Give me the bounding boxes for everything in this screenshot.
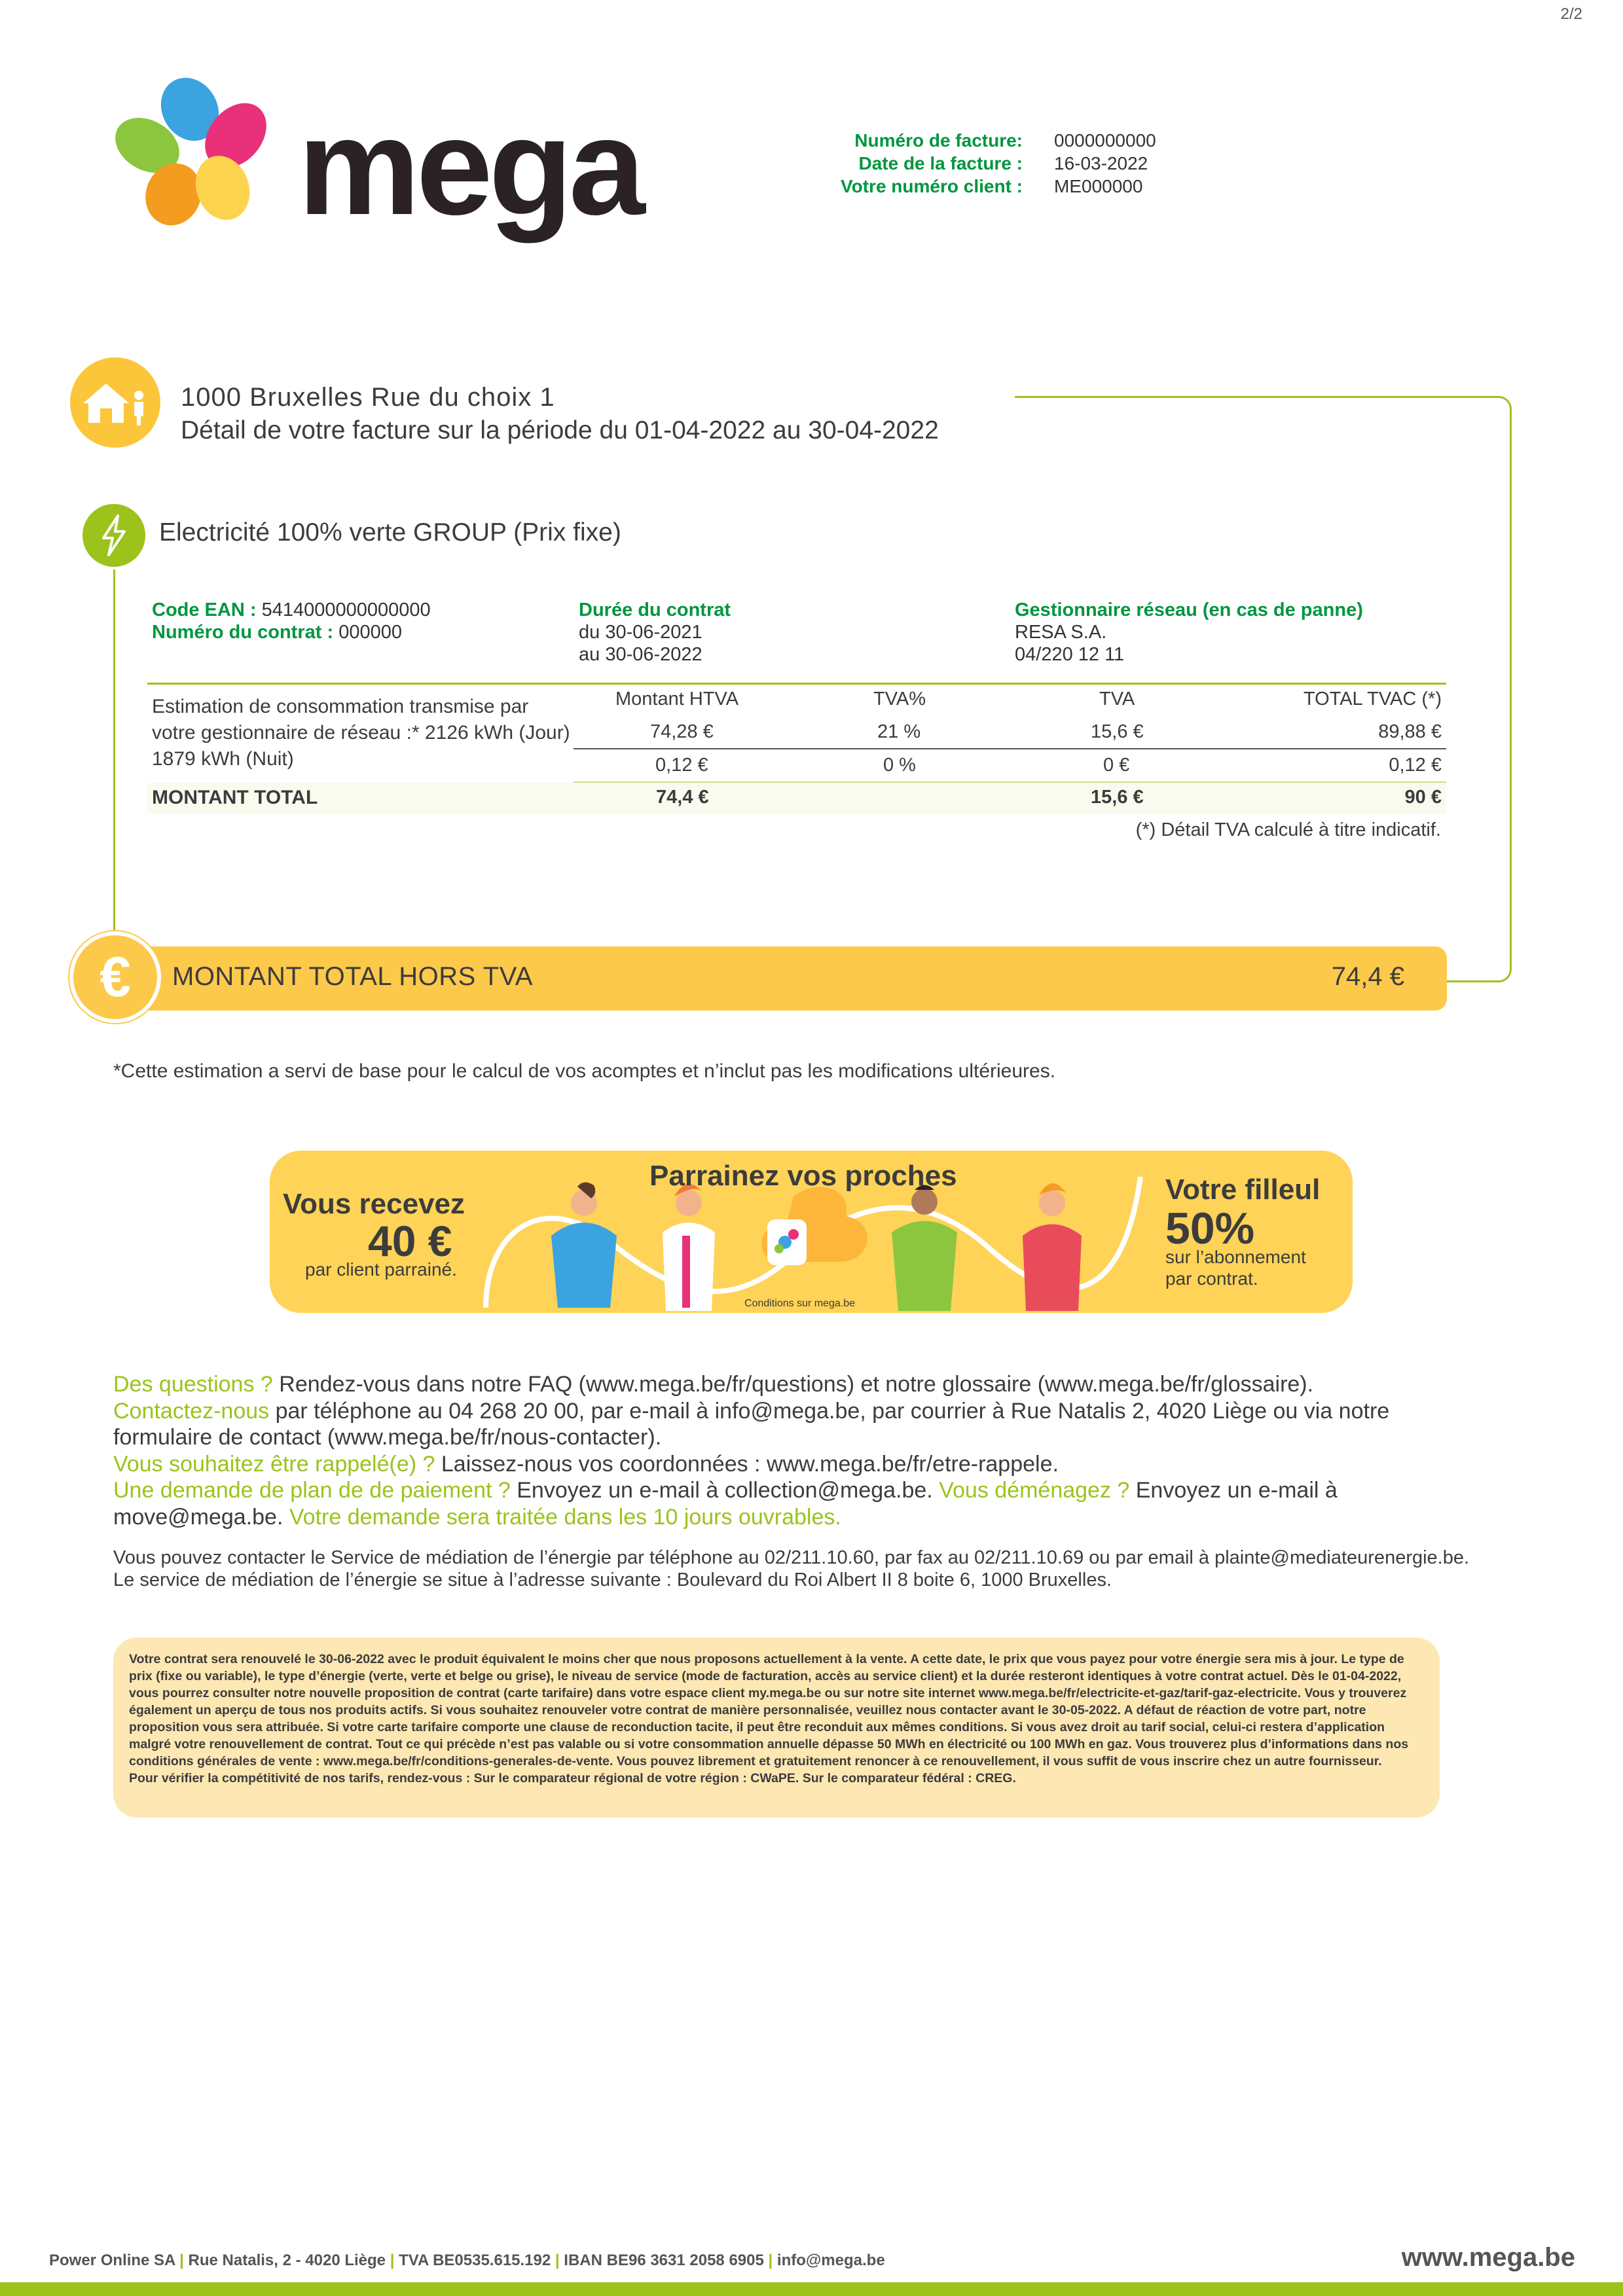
- banner-sub1: sur l’abonnement: [1165, 1247, 1306, 1267]
- invoice-number: 0000000000: [1054, 130, 1156, 151]
- row-separator: [574, 781, 1446, 783]
- grid-operator: [1015, 599, 1363, 666]
- banner-title: Parrainez vos proches: [649, 1160, 957, 1192]
- contact-section: [113, 1371, 1475, 1530]
- vat-note: (*) Détail TVA calculé à titre indicatif.: [1135, 819, 1441, 840]
- banner-per-client: par client parrainé.: [305, 1259, 457, 1280]
- client-number-label: Votre numéro client :: [841, 176, 1023, 196]
- invoice-number-label: Numéro de facture:: [854, 130, 1023, 151]
- table-cell: 89,88 €: [1378, 721, 1442, 742]
- page-number: 2/2: [1560, 5, 1582, 23]
- table-cell: 0 €: [1103, 755, 1130, 776]
- invoice-date-label: Date de la facture :: [858, 153, 1023, 173]
- grid-phone: 04/220 12 11: [1015, 644, 1125, 665]
- banner-filleul: Votre filleul: [1165, 1174, 1321, 1206]
- contact-highlight: Contactez-nous: [113, 1398, 270, 1424]
- house-person-icon: [70, 357, 160, 448]
- total-htva: 74,4 €: [656, 787, 709, 808]
- total-tvac: 90 €: [1404, 787, 1442, 808]
- footer-company: Power Online SA: [49, 2251, 175, 2269]
- table-cell: 0,12 €: [1389, 755, 1442, 776]
- lightning-bolt-icon: [82, 504, 145, 567]
- footer-company-info: Power Online SA | Rue Natalis, 2 - 4020 Liège | TVA BE0535.615.192 | IBAN BE96 3631 2058 6905 | info@mega.be: [49, 2251, 885, 2269]
- table-cell: 0 %: [883, 755, 916, 776]
- callback-text[interactable]: Laissez-nous vos coordonnées : www.mega.be/fr/etre-rappele.: [435, 1451, 1059, 1477]
- total-excl-vat-label: MONTANT TOTAL HORS TVA: [172, 962, 534, 991]
- footer-iban: IBAN BE96 3631 2058 6905: [564, 2251, 764, 2269]
- header-total-tvac: TOTAL TVAC (*): [1303, 689, 1442, 709]
- total-excl-vat-value: 74,4 €: [1331, 962, 1404, 991]
- ean-label: Code EAN :: [152, 600, 257, 620]
- total-tva: 15,6 €: [1091, 787, 1144, 808]
- footer-bar: [0, 2282, 1623, 2296]
- moving-text[interactable]: Envoyez un e-mail à move@mega.be.: [113, 1478, 1338, 1530]
- contract-duration: [579, 599, 731, 666]
- footer-address: Rue Natalis, 2 - 4020 Liège: [188, 2251, 386, 2269]
- address-line: 1000 Bruxelles Rue du choix 1: [181, 383, 555, 412]
- estimate-note: *Cette estimation a servi de base pour le calcul de vos acomptes et n’inclut pas les modifications ultérieures.: [113, 1060, 1056, 1082]
- moving-highlight: Vous déménagez ?: [939, 1478, 1130, 1503]
- contract-number-label: Numéro du contrat :: [152, 622, 334, 643]
- callback-highlight: Vous souhaitez être rappelé(e) ?: [113, 1451, 435, 1477]
- duration-to: au 30-06-2022: [579, 644, 702, 665]
- payment-plan-highlight: Une demande de plan de de paiement ?: [113, 1478, 511, 1503]
- invoice-date: 16-03-2022: [1054, 153, 1148, 173]
- table-top-line: [147, 683, 1446, 685]
- comparator-text: Pour vérifier la compétitivité de nos tarifs, rendez-vous : Sur le comparateur régional de votre région : CWaPE. Sur le comparateur fédéral : CREG.: [129, 1771, 1016, 1785]
- footer-vat: TVA BE0535.615.192: [399, 2251, 551, 2269]
- faq-highlight: Des questions ?: [113, 1372, 273, 1397]
- banner-receive: Vous recevez: [283, 1188, 465, 1220]
- mediation-section: [113, 1547, 1475, 1591]
- table-cell: 0,12 €: [655, 755, 708, 776]
- renewal-legal-box: [113, 1638, 1440, 1818]
- header-tva: TVA: [1099, 689, 1135, 709]
- banner-conditions[interactable]: Conditions sur mega.be: [744, 1298, 855, 1309]
- total-row-bg: [147, 783, 1446, 814]
- contract-ids: [152, 599, 431, 643]
- duration-label: Durée du contrat: [579, 600, 731, 620]
- mediation-line2: Le service de médiation de l’énergie se situe à l’adresse suivante : Boulevard du Roi Albert II 8 boite 6, 1000 Bruxelles.: [113, 1570, 1112, 1590]
- grid-label: Gestionnaire réseau (en cas de panne): [1015, 600, 1363, 620]
- footer-email[interactable]: info@mega.be: [776, 2251, 885, 2269]
- grid-name: RESA S.A.: [1015, 622, 1107, 643]
- header-tva-pct: TVA%: [873, 689, 926, 709]
- ean-value: 5414000000000000: [261, 600, 431, 620]
- faq-text[interactable]: Rendez-vous dans notre FAQ (www.mega.be/fr/questions) et notre glossaire (www.mega.be/fr/glossaire).: [272, 1372, 1314, 1397]
- product-name: Electricité 100% verte GROUP (Prix fixe): [159, 518, 621, 547]
- client-number: ME000000: [1054, 176, 1143, 196]
- table-cell: 21 %: [877, 721, 921, 742]
- invoice-meta: [805, 129, 1156, 198]
- footer-website[interactable]: www.mega.be: [1401, 2243, 1575, 2272]
- contract-number-value: 000000: [338, 622, 402, 643]
- mediation-line1: Vous pouvez contacter le Service de médiation de l’énergie par téléphone au 02/211.10.60, par fax au 02/211.10.69 ou par email à plainte@mediateurenergie.be.: [113, 1547, 1470, 1568]
- euro-icon: €: [100, 946, 131, 1009]
- duration-from: du 30-06-2021: [579, 622, 702, 643]
- header-montant-htva: Montant HTVA: [615, 689, 739, 709]
- consumption-estimate: Estimation de consommation transmise par votre gestionnaire de réseau :* 2126 kWh (Jour) 1879 kWh (Nuit): [152, 696, 570, 770]
- table-cell: 74,28 €: [650, 721, 714, 742]
- frame-left-line: [113, 569, 115, 936]
- banner-discount: 50%: [1165, 1204, 1255, 1253]
- banner-sub2: par contrat.: [1165, 1268, 1258, 1289]
- row-separator: [574, 748, 1446, 749]
- total-label: MONTANT TOTAL: [152, 787, 318, 808]
- brand-wordmark: mega: [298, 90, 642, 243]
- billing-period: Détail de votre facture sur la période du 01-04-2022 au 30-04-2022: [181, 416, 939, 444]
- contact-text[interactable]: par téléphone au 04 268 20 00, par e-mail à info@mega.be, par courrier à Rue Natalis 2, 4020 Liège ou via notre formulaire de contact (www.mega.be/fr/nous-contacter).: [113, 1398, 1390, 1450]
- processing-note: Votre demande sera traitée dans les 10 jours ouvrables.: [289, 1504, 841, 1530]
- banner-amount: 40 €: [368, 1217, 452, 1265]
- table-cell: 15,6 €: [1091, 721, 1144, 742]
- payment-plan-text[interactable]: Envoyez un e-mail à collection@mega.be.: [510, 1478, 939, 1503]
- renewal-text: Votre contrat sera renouvelé le 30-06-2022 avec le produit équivalent le moins cher que nous proposons actuellement à la vente. A cette date, le prix que vous payez pour votre énergie sera mis à jour. Le type de prix (fixe ou variable), le type d’énergie (verte, verte et belge ou grise), le niveau de service (mode de facturation, accès au service client) et la durée resteront identiques à votre contrat actuel. Dès le 01-04-2022, vous pourrez consulter notre nouvelle proposition de contrat (carte tarifaire) dans votre espace client my.mega.be ou sur notre site internet www.mega.be/fr/electricite-et-gaz/tarif-gaz-electricite. Vous y trouverez également un aperçu de tous nos produits actifs. Si vous souhaitez renouveler votre contrat de manière personnalisée, veuillez nous contacter avant le 30-05-2022. A défaut de réaction de votre part, notre proposition vous sera attribuée. Si votre carte tarifaire comporte une clause de reconduction tacite, il peut être reconduit aux mêmes conditions. Si vous avez droit au tarif social, celui-ci restera d’application malgré votre renouvellement de contrat. Tout ce qui précède n’est pas valable ou si votre consommation annuelle dépasse 50 MWh en électricité ou 100 MWh en gaz. Vous trouverez plus d’informations dans nos conditions générales de vente : www.mega.be/fr/conditions-generales-de-vente. Vous pouvez librement et gratuitement renoncer à ce renouvellement, il vous suffit de vous inscrire chez un autre fournisseur.: [129, 1652, 1409, 1768]
